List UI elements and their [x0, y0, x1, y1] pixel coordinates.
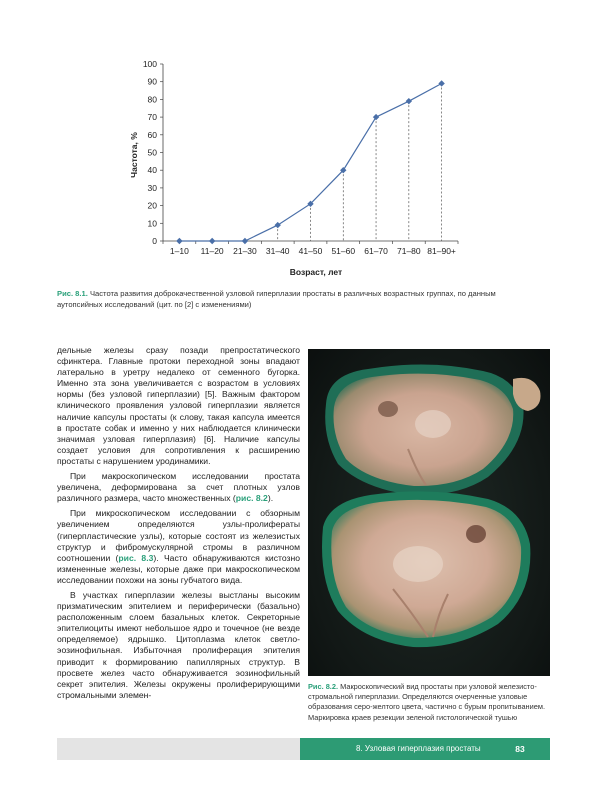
- x-tick-label: 21–30: [233, 246, 257, 256]
- ref-fig-8-3[interactable]: рис. 8.3: [118, 552, 154, 563]
- figure-8-2-caption: [308, 682, 552, 723]
- chart-axes: [163, 64, 458, 241]
- y-tick-label: 0: [152, 236, 157, 246]
- figure-8-2-text: Макроскопический вид простаты при узловой железисто-стромальной гиперплазии. Определяются очерченные узловые образования серо-желтого цвета, частично с бурым пропитыванием. Маркировка краев резекции зеленой гистологической тушью: [308, 682, 546, 722]
- paragraph-1: дельные железы сразу позади препростатического сфинктера. Главные протоки переходной зоны впадают латерально в уретру недалеко от семенного бугорка. Именно эта зона увеличивается с возрастом в условиях нормы (без узловой гиперплазии) [5]. Важным фактором клинического проявления узловой гиперплазии является наличие капсулы простаты (к слову, такая капсула имеется в простате собак и именно у них наблюдается клинически значимая узловая гиперплазия) [6]. Наличие капсулы создает условия для сопротивления к расширению простаты с нарушением уродинамики.: [57, 345, 300, 466]
- paragraph-3: При микроскопическом исследовании с обзорным увеличением определяются узлы-пролифераты (гиперпластические узлы), которые состоят из железистых структур и фибромускулярной стромы в различном соотношении (рис. 8.3). Часто обнаруживаются кистозно измененные железы, которые даже при макроскопическом исследовании похожи на зоны губчатого вида.: [57, 508, 300, 585]
- chart-series: [176, 80, 445, 244]
- figure-8-1-label: Рис. 8.1.: [57, 289, 88, 298]
- data-point: [242, 238, 248, 244]
- y-tick-label: 30: [147, 182, 157, 193]
- ref-fig-8-2[interactable]: рис. 8.2: [235, 493, 268, 504]
- footer-chapter-title: 8. Узловая гиперплазия простаты: [356, 744, 481, 753]
- y-tick-label: 80: [147, 94, 157, 105]
- data-point: [438, 80, 444, 86]
- figure-8-1-text: Частота развития доброкачественной узловой гиперплазии простаты в различных возрастных группах, по данным аутопсийных исследований (цит. по [2] с изменениями): [57, 289, 496, 309]
- chart-drop-lines: [278, 83, 442, 241]
- y-tick-label: 70: [147, 112, 157, 123]
- y-tick-label: 50: [147, 147, 157, 158]
- y-tick-label: 100: [142, 59, 157, 69]
- y-tick-label: 20: [147, 200, 157, 211]
- paragraph-2: При макроскопическом исследовании простата увеличена, деформирована за счет плотных узлов различного размера, часто множественных (рис. 8.2).: [57, 471, 300, 504]
- x-tick-label: 1–10: [169, 246, 189, 256]
- prostate-specimen-photo: [308, 349, 550, 676]
- x-tick-label: 41–50: [298, 246, 323, 256]
- x-tick-label: 11–20: [200, 246, 224, 256]
- y-tick-label: 60: [147, 129, 157, 140]
- x-axis-label: Возраст, лет: [289, 267, 343, 277]
- y-tick-label: 10: [147, 218, 157, 229]
- x-tick-label: 71–80: [397, 246, 421, 256]
- x-tick-label: 61–70: [364, 246, 388, 256]
- data-point: [275, 222, 281, 228]
- data-point: [406, 98, 412, 104]
- data-point: [373, 114, 379, 120]
- specimen-illustration: [308, 349, 550, 676]
- frequency-chart: [0, 0, 590, 290]
- y-axis-label: Частота, %: [129, 132, 139, 178]
- body-text-column: [57, 345, 300, 701]
- paragraph-4: В участках гиперплазии железы выстланы высоким призматическим эпителием и периферически (базально) расположенным слоем базальных клеток. Секреторные эпителиоциты имеют небольшое ядро и точечное (не везде определяемое) ядрышко. Цитоплазма клеток светло-эозинофильная. Избыточная пролиферация эпителия приводит к формированию папиллярных структур. В просвете желез часто обнаруживается эозинофильный секрет эпителия. Железы окружены пролиферирующими стромальными элемен-: [57, 589, 300, 700]
- x-tick-label: 81–90+: [427, 246, 456, 256]
- x-tick-label: 51–60: [331, 246, 356, 256]
- data-point: [176, 238, 182, 244]
- y-tick-label: 40: [147, 165, 157, 176]
- y-tick-label: 90: [147, 76, 157, 87]
- data-point: [209, 238, 215, 244]
- chart-ticks: [143, 59, 458, 256]
- figure-8-2-label: Рис. 8.2.: [308, 682, 339, 691]
- page-number: 83: [490, 738, 550, 760]
- figure-8-1-caption: [57, 289, 542, 310]
- x-tick-label: 31–40: [265, 246, 290, 256]
